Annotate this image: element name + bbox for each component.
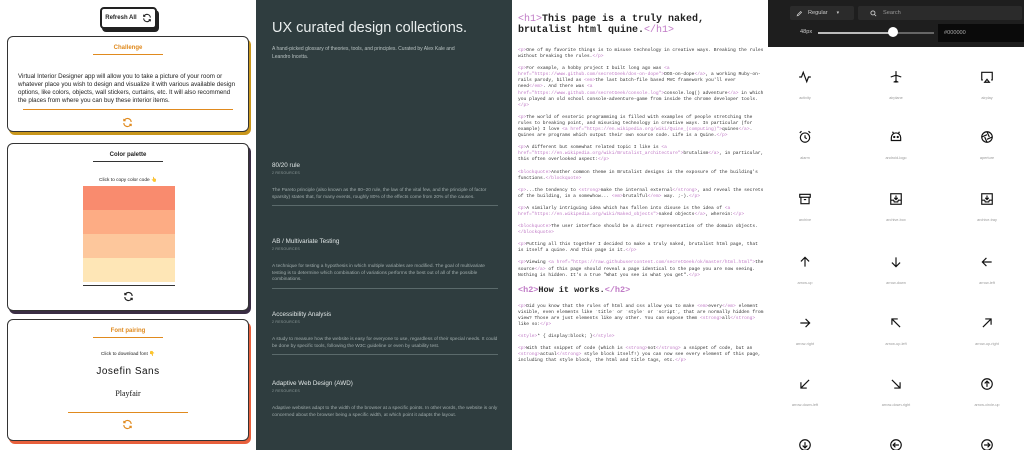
size-slider-track[interactable] [818,32,934,34]
icon-label: arrow-left [979,281,995,285]
icon-tile-aperture[interactable] [942,130,1024,160]
challenge-text: Virtual Interior Designer app will allow you to take a picture of your room or whatever place you wish to design and visualize it with various available design options, like colors, objects, wall stickers, curtains, etc. It will also recommend the places from where you can buy these interior items. [18,73,236,104]
title-underline [93,161,163,162]
refresh-challenge-icon[interactable] [122,117,133,128]
page-heading [518,14,764,36]
topic-resources: 2 RESOURCES [272,320,300,324]
page-subtitle: A hand-picked glossary of theories, tools, and principles. Curated by Alex Kale and Leandro Incetta. [272,46,455,60]
icon-label: alarm [800,156,810,160]
icon-label: arrow-down-left [791,403,819,407]
arrow-circle-left-icon [889,438,903,450]
icon-label: airplay [981,96,993,100]
icon-tile-arrow-circle-left[interactable] [851,438,941,450]
paragraph: <p>With that snippet of code (which is <strong>not</strong> a snippet of code, but an <strong>actual</strong> style block itself!) you can now see every element of this page, including that style block, the html and title tags, etc.</p> [518,346,761,364]
icon-tile-arrow-right[interactable] [768,316,850,346]
topic-description: A study to measure how the website is easy for everyone to use, regardless of their special needs. It could be done by specific tools, following the W3C guideline or even by usability test. [272,337,498,349]
download-font-hint: Click to download font 👇 [100,352,156,357]
icon-label: aperture [979,156,995,160]
icon-label: arrow-circle-up [974,403,1000,407]
paragraph: <p>A similarly intriguing idea which has fallen into disuse is the idea of <a href="https://en.wikipedia.org/wiki/Naked_objects">naked objects</a>, wherein:</p> [518,205,745,217]
divider [272,288,498,289]
icon-tile-arrow-left[interactable] [942,255,1024,285]
refresh-font-icon[interactable] [122,419,133,430]
arrow-right-icon [798,316,812,330]
icon-label: activity [799,96,811,100]
color-palette-title: Color palette [109,152,147,158]
search-placeholder: Search [883,10,901,16]
color-swatch[interactable] [83,258,175,282]
topic-title[interactable]: 80/20 rule [272,162,301,169]
topic-description: The Pareto principle (also known as the 80–20 rule, the law of the vital few, and the principle of factor sparsity) states that, for many events, roughly 80% of the effects come from 20% of the causes. [272,188,487,200]
topic-item[interactable] [272,311,498,355]
paragraph: <p>The world of esoteric programming is filled with examples of people stretching the rules to breaking point, and misusing technology in creative ways. In particular (for example) I love <a href="https://en.wikipedia.org/wiki/Quine_(computing)">quines</a>. Quines are programs which output their own source code. Life is a Quine.</p> [518,114,753,139]
icon-tile-activity[interactable] [768,70,850,100]
search-input[interactable] [858,6,1022,20]
refresh-all-button[interactable] [100,7,157,29]
paragraph: <p>...the tendency to <strong>make the internal external</strong>, and reveal the secrets of the building, in a somewhow... <em>brutalful</em> way. ;-).</p> [518,187,764,199]
arrow-up-left-icon [889,316,903,330]
arrow-circle-up-icon [980,377,994,391]
icon-label: arrow-up-right [975,342,999,346]
icon-tile-airplane[interactable] [851,70,941,100]
icon-label: arrow-up-left [885,342,907,346]
icon-label: arrow-up [797,281,813,285]
size-slider-handle[interactable] [888,27,898,37]
paragraph: <blockquote>The user interface should be a direct representation of the domain objects.</blockquote> [518,224,758,236]
copy-color-hint: Click to copy color code 👆 [99,178,157,183]
challenge-title: Challenge [113,45,143,51]
divider [83,285,175,286]
divider [23,109,233,110]
airplane-icon [889,70,903,84]
color-swatch[interactable] [83,186,175,210]
icon-tile-arrow-down-right[interactable] [851,377,941,407]
font-pairing-card [7,319,249,441]
paragraph: <blockquote>Another common theme in Brutalist designs is the exposure of the building's functions.</blockquote> [518,169,758,181]
font-secondary[interactable]: Playfair [115,389,141,398]
icon-tile-arrow-circle-down[interactable] [768,438,850,450]
icon-tile-arrow-down[interactable] [851,255,941,285]
paragraph: <p>One of my favorite things is to misuse technology in creative ways. Breaking the rules without breaking the rules.</p> [518,48,764,60]
icon-label: archive-box [886,218,906,222]
refresh-palette-icon[interactable] [123,291,134,302]
icon-tile-archive[interactable] [768,192,850,222]
icon-tile-arrow-circle-right[interactable] [942,438,1024,450]
icon-label: archive [798,218,812,222]
color-swatch[interactable] [83,210,175,234]
icon-label: airplane [889,96,903,100]
arrow-left-icon [980,255,994,269]
icon-label: arrow-down [886,281,906,285]
divider [68,412,188,413]
html-quine-panel [512,0,768,450]
weight-value: Regular [808,10,828,16]
ux-collections-panel [256,0,512,450]
archive-icon [798,192,812,206]
paragraph: <style>* { display:block; }</style> [518,334,615,340]
h1-close-tag: </h1> [644,25,675,36]
topic-title[interactable]: Adaptive Web Design (AWD) [272,380,353,387]
paragraph: <p>Did you know that the rules of html and css allow you to make <em>every</em> element visible, even elements like `title` or `style` or `script`, that are normally hidden from view? Those are just elements like any other. You can expose them <strong>all</strong> like so:</p> [518,303,764,327]
refresh-all-label: Refresh All [105,15,137,21]
topic-resources: 2 RESOURCES [272,389,300,393]
arrow-circle-right-icon [980,438,994,450]
paragraph: <p>For example, a hobby project I built long ago was <a href="https://www.github.com/secretGeek/dos-on-dope">DOS-on-dope</a>, a working Ruby-on-rails parody, billed as <em>the last batch-file based MVC framework you'll ever need</em>. And there was <a href="https://www.github.com/secretGeek/console.log">console.log() adventure</a> in which you played an old school console-adventure-game from inside the chrome developer tools.</p> [518,66,764,108]
paragraph: <p>Putting all this together I decided to make a truly naked, brutalist html page, that is itself a quine. And this page is it.</p> [518,242,758,254]
divider [272,205,498,206]
title-underline [93,54,163,55]
challenge-card [7,36,249,132]
icon-tile-android-logo[interactable] [851,130,941,160]
arrow-down-icon [889,255,903,269]
toolbar [768,0,1024,47]
refresh-icon [142,13,152,23]
icon-label: arrow-right [795,342,815,346]
arrow-down-left-icon [798,377,812,391]
aperture-icon [980,130,994,144]
paragraph: <p>A different but somewhat related topic I like is <a href="https://en.wikipedia.org/wiki/Brutalist_architecture">brutalism</a>, in particular, this often overlooked aspect:</p> [518,145,764,163]
page-title: UX curated design collections. [272,20,468,36]
icon-tile-arrow-up[interactable] [768,255,850,285]
section-heading [518,285,764,295]
h2-open-tag: <h2> [518,284,539,295]
icon-tile-arrow-down-left[interactable] [768,377,850,407]
color-swatch[interactable] [83,234,175,258]
activity-icon [798,70,812,84]
color-palette-card [7,143,249,311]
topic-resources: 2 RESOURCES [272,247,300,251]
archive-tray-icon [980,192,994,206]
topic-item[interactable] [272,162,498,206]
search-icon [870,10,877,17]
icon-tile-archive-box[interactable] [851,192,941,222]
icon-tile-archive-tray[interactable] [942,192,1024,222]
archive-box-icon [889,192,903,206]
topic-item[interactable] [272,380,498,419]
size-label: 48px [800,29,813,35]
font-primary[interactable]: Josefin Sans [96,366,160,377]
topic-item[interactable] [272,238,498,289]
arrow-down-right-icon [889,377,903,391]
pencil-icon [796,10,803,17]
font-pairing-title: Font pairing [110,328,146,334]
chevron-down-icon: ▾ [836,10,840,16]
topic-title[interactable]: Accessibility Analysis [272,311,332,318]
android-logo-icon [889,130,903,144]
airplay-icon [980,70,994,84]
icon-tile-arrow-circle-up[interactable] [942,377,1024,407]
arrow-circle-down-icon [798,438,812,450]
paragraph: <p>Viewing <a href="https://raw.githubusercontent.com/secretGeek/ok/master/html.html">the source</a> of this page should reveal a page identical to the page you are now seeing. Nothing is hidden. It's a true "What you see is what you get".</p> [518,260,764,278]
mood-board-panel [0,0,256,450]
icon-tile-arrow-up-left[interactable] [851,316,941,346]
arrow-up-icon [798,255,812,269]
title-underline [93,337,163,338]
topic-description: Adaptive websites adapt to the width of the browser at a specific points. In other words, the website is only concerned about the browser being a specific width, at which point it adapts the layout. [272,406,498,418]
icon-tile-airplay[interactable] [942,70,1024,100]
arrow-up-right-icon [980,316,994,330]
h2-close-tag: </h2> [604,284,631,295]
color-input[interactable] [938,24,1024,42]
heading-text: This page is a truly naked, brutalist html quine. [518,14,705,36]
topic-title[interactable]: AB / Multivariate Testing [272,238,340,245]
h1-open-tag: <h1> [518,14,543,25]
quine-body [518,48,764,370]
weight-select[interactable] [790,6,854,20]
icon-label: archive-tray [977,218,997,222]
topic-resources: 2 RESOURCES [272,171,300,175]
size-slider-fill [818,32,893,34]
icon-label: arrow-down-right [881,403,911,407]
divider [272,354,498,355]
icon-tile-alarm[interactable] [768,130,850,160]
section-heading-text: How it works. [538,284,605,295]
topic-description: A technique for testing a hypothesis in which multiple variables are modified. The goal of multivariate testing is to determine which combination of variations performs the best out of all of the possible combinations. [272,264,485,282]
color-value: #000000 [944,30,966,36]
icon-label: android-logo [885,156,907,160]
icon-tile-arrow-up-right[interactable] [942,316,1024,346]
alarm-icon [798,130,812,144]
icon-library-panel [768,0,1024,450]
